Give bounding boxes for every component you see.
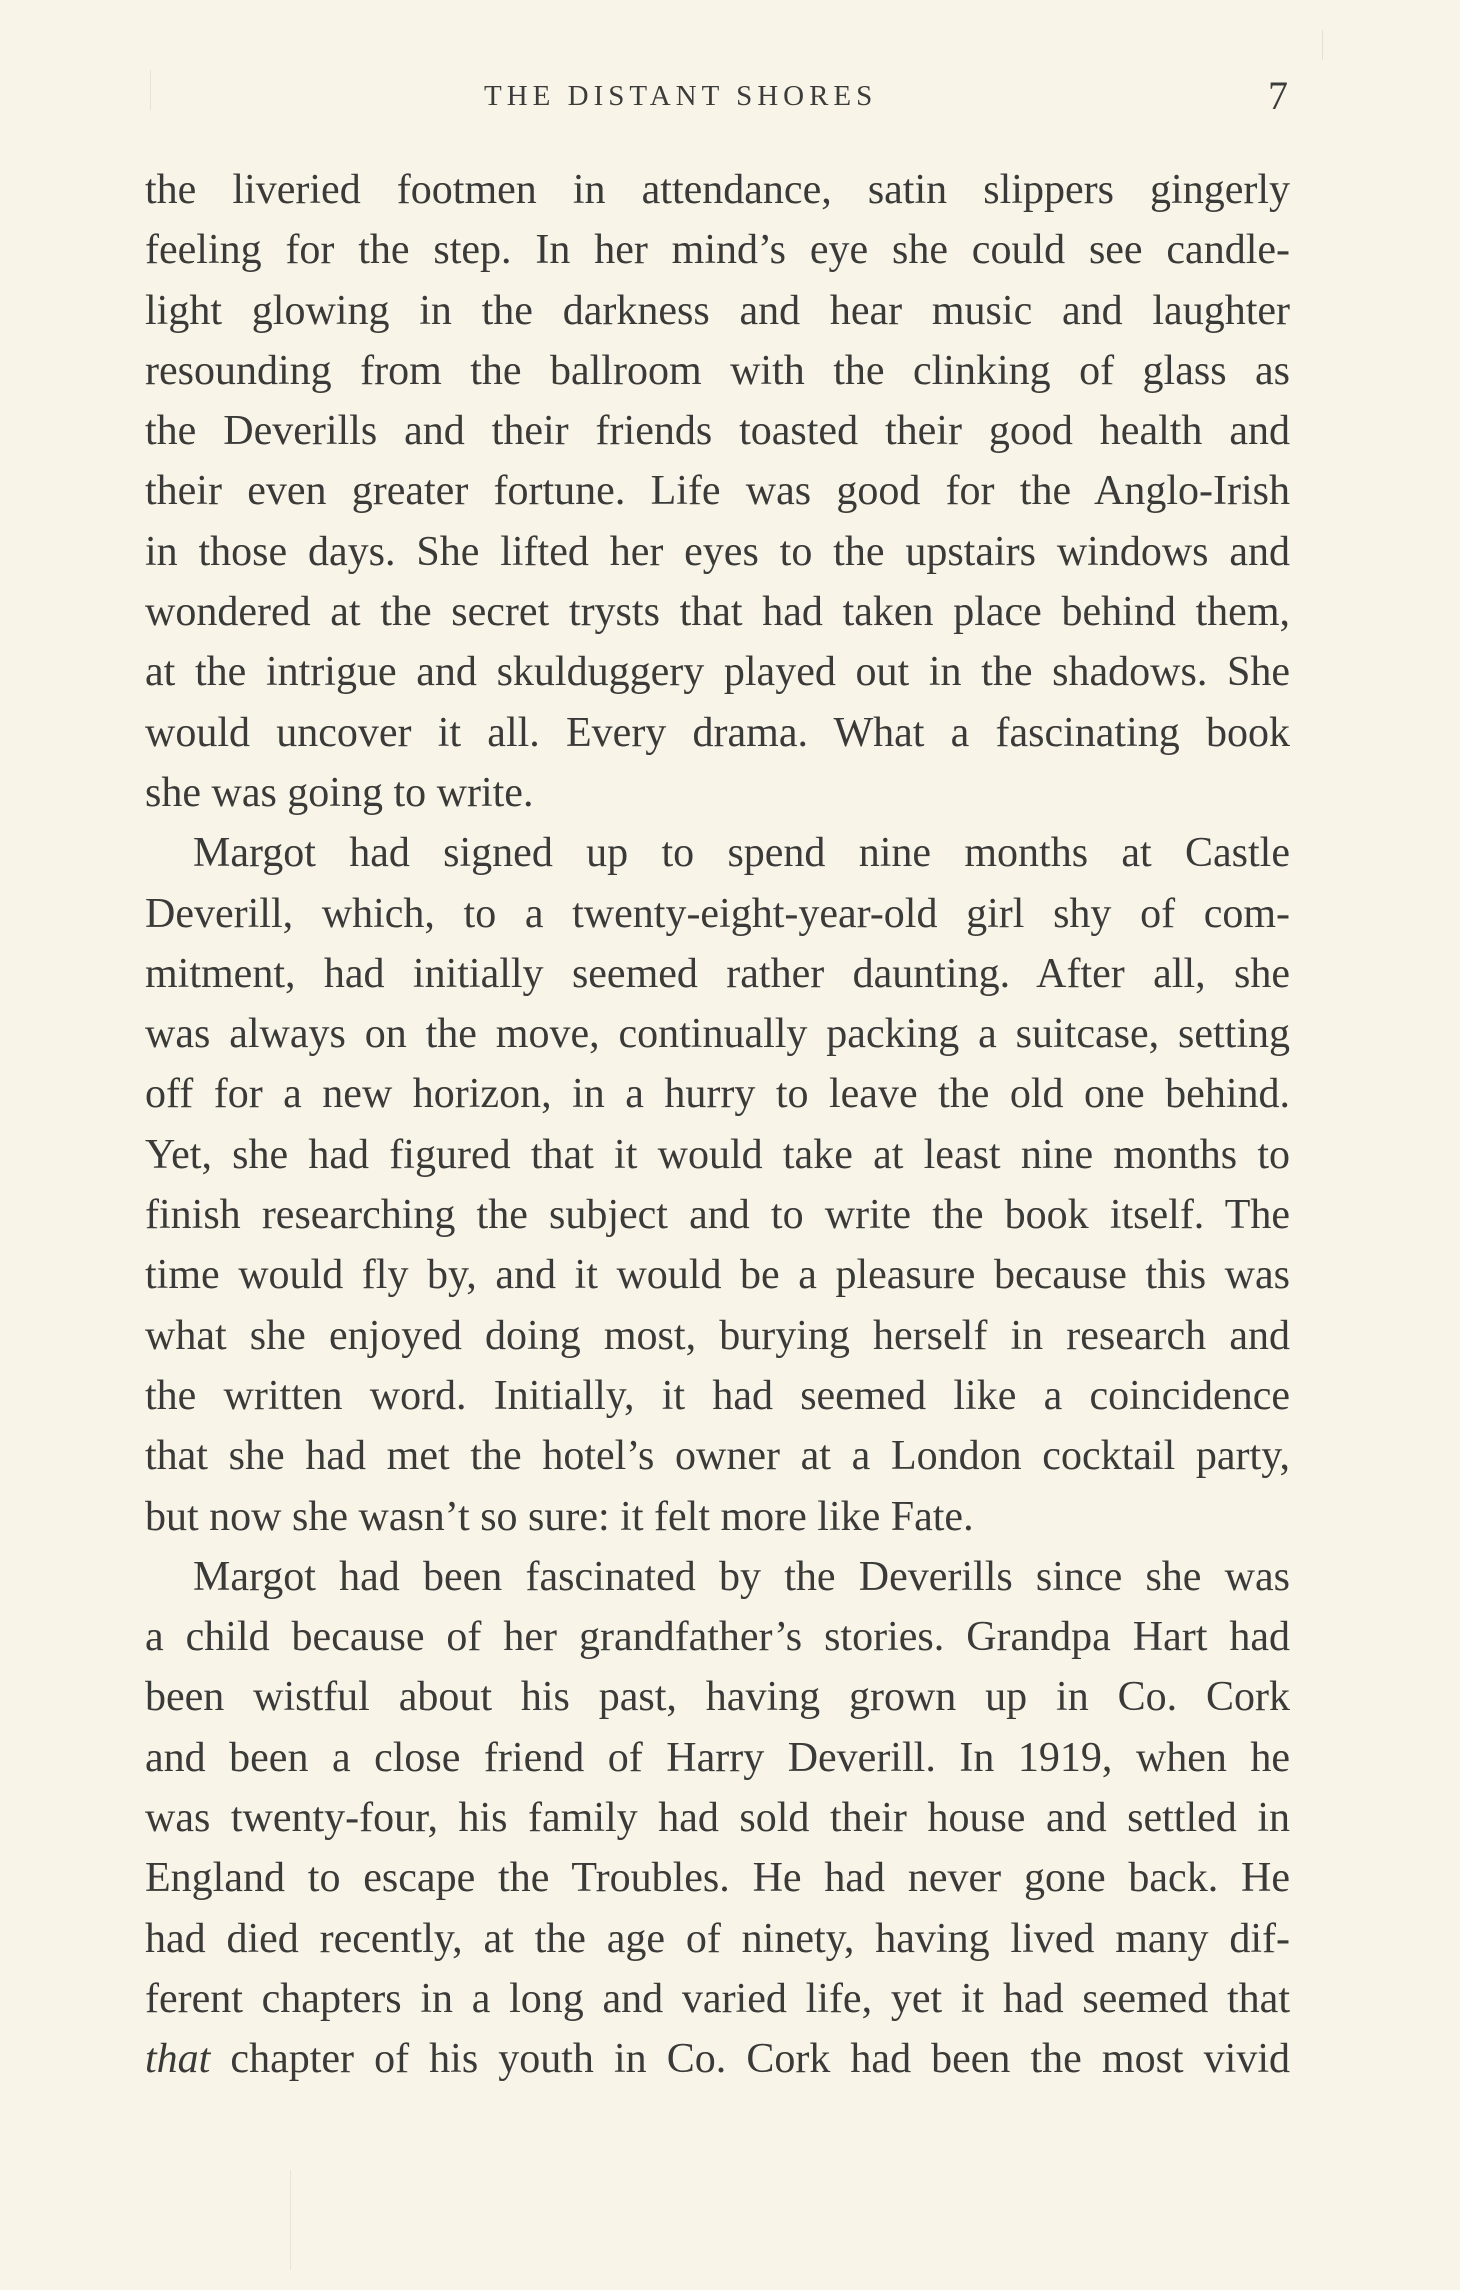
text-line: had died recently, at the age of ninety, having lived many dif- [145,1915,1290,1962]
text-line: was always on the move, continually packing a suitcase, setting [145,1011,1290,1058]
body-text [145,160,1290,2090]
text-line: what she enjoyed doing most, burying herself in research and [145,1312,1290,1359]
paragraph-1 [145,160,1290,823]
text-line: in those days. She lifted her eyes to the upstairs windows and [145,528,1290,575]
text-line: Deverill, which, to a twenty-eight-year-old girl shy of com- [145,890,1290,937]
text-line: resounding from the ballroom with the clinking of glass as [145,347,1290,394]
scan-margin-line-right [1322,30,1323,60]
text-line: at the intrigue and skulduggery played out in the shadows. She [145,649,1290,696]
scan-margin-line-bottom [290,2170,291,2270]
emphasized-word: that [145,2036,211,2083]
text-line: feeling for the step. In her mind’s eye she could see candle- [145,227,1290,274]
text-line: and been a close friend of Harry Deverill. In 1919, when he [145,1734,1290,1781]
text-line: was twenty-four, his family had sold their house and settled in [145,1795,1290,1842]
text-line: a child because of her grandfather’s stories. Grandpa Hart had [145,1614,1290,1661]
text-line-with-emphasis [145,2029,1290,2089]
text-line: mitment, had initially seemed rather daunting. After all, she [145,950,1290,997]
text-line: that she had met the hotel’s owner at a London cocktail party, [145,1433,1290,1480]
text-line: finish researching the subject and to write the book itself. The [145,1192,1290,1239]
text-line: Yet, she had figured that it would take at least nine months to [145,1131,1290,1178]
text-line: but now she wasn’t so sure: it felt more like Fate. [145,1493,974,1540]
text-line: ferent chapters in a long and varied life, yet it had seemed that [145,1975,1290,2022]
text-line: light glowing in the darkness and hear music and laughter [145,287,1290,334]
running-head [0,73,1460,118]
text-line-rest: chapter of his youth in Co. Cork had been the most vivid [210,2036,1290,2083]
running-title: THE DISTANT SHORES [484,80,878,112]
text-line: time would fly by, and it would be a pleasure because this was [145,1252,1290,1299]
paragraph-2 [145,823,1290,1547]
text-line: would uncover it all. Every drama. What a fascinating book [145,709,1290,756]
text-line: the liveried footmen in attendance, satin slippers gingerly [145,167,1290,213]
text-line: the Deverills and their friends toasted their good health and [145,408,1290,455]
text-line: their even greater fortune. Life was good for the Anglo-Irish [145,468,1290,515]
text-line: Margot had been fascinated by the Deverills since she was [193,1553,1290,1600]
text-line: Margot had signed up to spend nine months at Castle [193,830,1290,877]
text-line: off for a new horizon, in a hurry to leave the old one behind. [145,1071,1290,1118]
text-line: the written word. Initially, it had seemed like a coincidence [145,1372,1290,1419]
paragraph-3 [145,1547,1290,2090]
text-line: been wistful about his past, having grown up in Co. Cork [145,1674,1290,1721]
page-number: 7 [1268,73,1288,118]
text-line: England to escape the Troubles. He had never gone back. He [145,1855,1290,1902]
text-line: wondered at the secret trysts that had taken place behind them, [145,589,1290,636]
text-line: she was going to write. [145,769,534,816]
